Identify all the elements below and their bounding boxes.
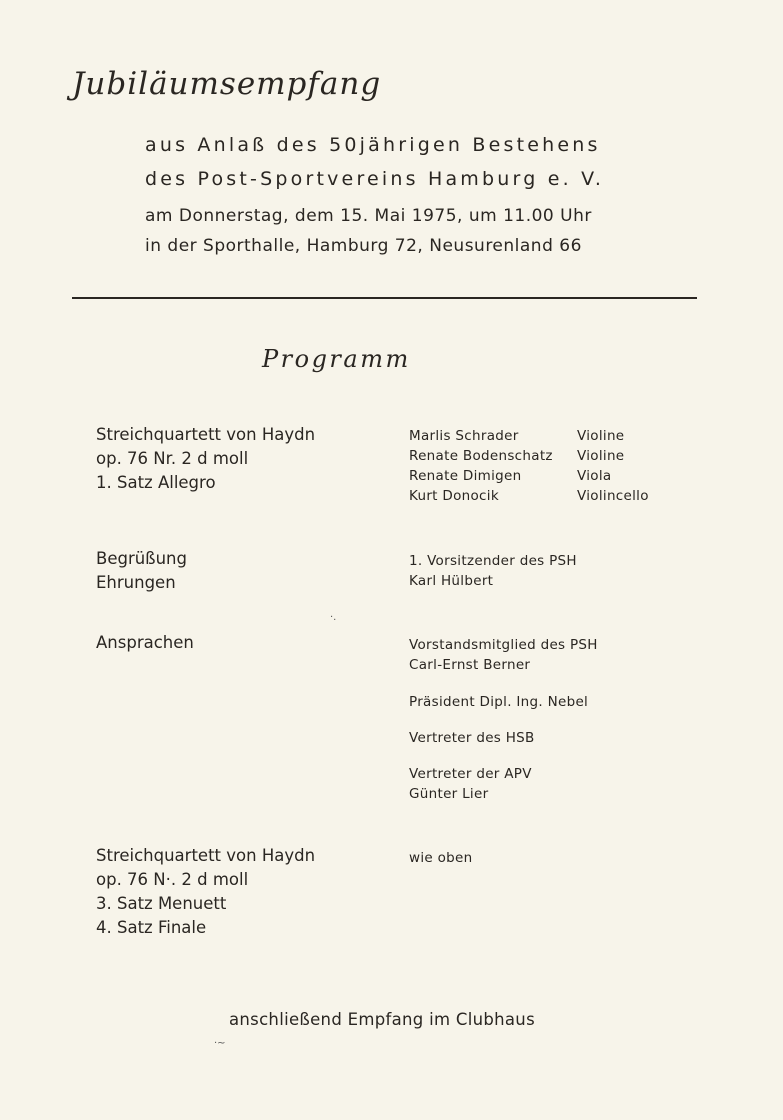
performer-name: Kurt Donocik [409, 488, 499, 504]
speech-group [409, 635, 598, 675]
divider-line [72, 297, 697, 299]
speaker-name: Karl Hülbert [409, 573, 494, 589]
performer-instrument: Viola [577, 468, 612, 484]
speech-role: Vertreter der APV [409, 766, 532, 782]
welcome-speaker [409, 551, 577, 591]
performer-row [409, 466, 669, 486]
speaker-role: 1. Vorsitzender des PSH [409, 553, 577, 569]
performer-instrument: Violincello [577, 488, 649, 504]
quartet-1-line: Streichquartett von Haydn [96, 425, 316, 444]
speech-name: Carl-Ernst Berner [409, 657, 531, 673]
performer-name: Renate Bodenschatz [409, 448, 553, 464]
speech-group [409, 728, 535, 748]
quartet-2-line: Streichquartett von Haydn [96, 846, 316, 865]
performer-list [409, 426, 669, 506]
intro-line-3: am Donnerstag, dem 15. Mai 1975, um 11.00 Uhr [145, 206, 592, 226]
performer-name: Marlis Schrader [409, 428, 519, 444]
performer-instrument: Violine [577, 428, 625, 444]
quartet-2-description [96, 844, 315, 940]
same-as-above-note: wie oben [409, 850, 473, 866]
performer-row [409, 446, 669, 466]
welcome-line: Begrüßung [96, 549, 187, 568]
quartet-1-line: 1. Satz Allegro [96, 473, 216, 492]
quartet-2-line: 4. Satz Finale [96, 918, 207, 937]
performer-name: Renate Dimigen [409, 468, 522, 484]
paper-speck: ·~ [214, 1038, 226, 1049]
closing-note: anschließend Empfang im Clubhaus [229, 1010, 535, 1029]
speech-group [409, 764, 532, 804]
quartet-1-description [96, 423, 315, 495]
speech-role: Präsident Dipl. Ing. Nebel [409, 694, 589, 710]
quartet-2-line: op. 76 N·. 2 d moll [96, 870, 249, 889]
quartet-2-performers [409, 848, 472, 868]
speech-role: Vertreter des HSB [409, 730, 535, 746]
quartet-2-line: 3. Satz Menuett [96, 894, 227, 913]
welcome-description [96, 547, 187, 595]
document-title: Jubiläumsempfang [72, 66, 382, 102]
speeches-label [96, 631, 194, 655]
speech-name: Günter Lier [409, 786, 489, 802]
welcome-line: Ehrungen [96, 573, 176, 592]
performer-row [409, 426, 669, 446]
intro-line-4: in der Sporthalle, Hamburg 72, Neusurenland 66 [145, 236, 582, 256]
speech-group [409, 692, 588, 712]
quartet-1-line: op. 76 Nr. 2 d moll [96, 449, 249, 468]
intro-line-2: des Post-Sportvereins Hamburg e. V. [145, 168, 605, 190]
speech-role: Vorstandsmitglied des PSH [409, 637, 598, 653]
performer-instrument: Violine [577, 448, 625, 464]
program-heading: Programm [262, 345, 411, 373]
intro-line-1: aus Anlaß des 50jährigen Bestehens [145, 134, 601, 156]
speeches-label-text: Ansprachen [96, 633, 194, 652]
performer-row [409, 486, 669, 506]
paper-speck: ·. [330, 612, 337, 623]
